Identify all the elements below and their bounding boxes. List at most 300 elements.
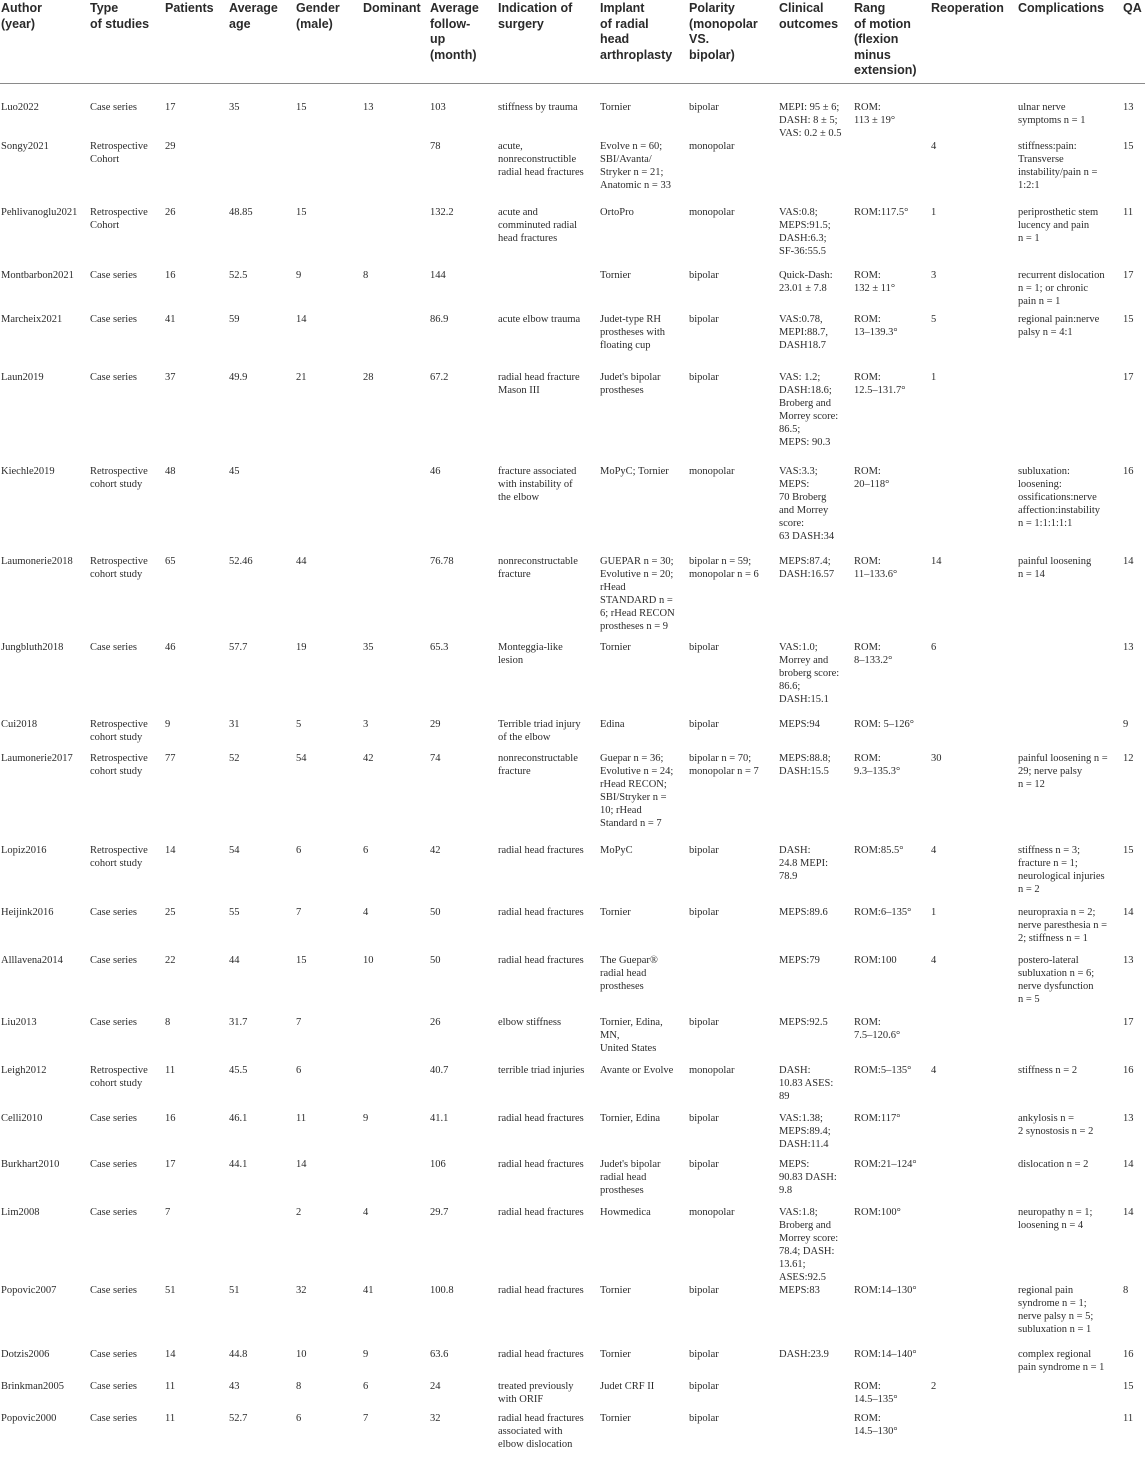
cell-polarity — [688, 1412, 778, 1460]
cell-text: 1 — [931, 372, 937, 383]
cell-text: 17 — [165, 1159, 176, 1170]
cell-text: Howmedica — [600, 1207, 651, 1218]
cell-complications — [1017, 84, 1122, 141]
cell-text: Judet's bipolar radial head prostheses — [600, 1159, 661, 1196]
cell-polarity — [688, 371, 778, 465]
cell-text: ROM:5–135° — [854, 1065, 912, 1076]
column-header-average-age: Average age — [228, 0, 295, 84]
cell-implant — [599, 465, 688, 555]
table-row — [0, 84, 1145, 141]
cell-qa — [1122, 1206, 1145, 1284]
cell-dominant — [362, 313, 429, 371]
cell-clinical-outcomes — [778, 1412, 853, 1460]
cell-text: 57.7 — [229, 642, 248, 653]
cell-text: MoPyC; Tornier — [600, 466, 669, 477]
cell-range-of-motion — [853, 1412, 930, 1460]
cell-text: 17 — [1123, 270, 1134, 281]
cell-clinical-outcomes — [778, 555, 853, 641]
cell-text: 10 — [363, 955, 374, 966]
cell-text: Quick-Dash: 23.01 ± 7.8 — [779, 270, 833, 294]
cell-dominant — [362, 465, 429, 555]
cell-text: VAS:0.78, MEPI:88.7, DASH18.7 — [779, 314, 829, 351]
cell-text: Retrospective cohort study — [90, 845, 148, 869]
cell-qa — [1122, 140, 1145, 206]
cell-text: complex regional pain syndrome n = 1 — [1018, 1349, 1105, 1373]
cell-text: 1 — [931, 907, 937, 918]
cell-text: DASH: 10.83 ASES: 89 — [779, 1065, 834, 1102]
cell-complications — [1017, 206, 1122, 269]
cell-indication-of-surgery — [497, 1380, 599, 1412]
cell-patients — [164, 465, 228, 555]
cell-dominant — [362, 954, 429, 1016]
cell-reoperation — [930, 84, 1017, 141]
cell-polarity — [688, 1348, 778, 1380]
column-header-type-of-studies: Type of studies — [89, 0, 164, 84]
cell-type-of-studies — [89, 555, 164, 641]
cell-average-age — [228, 718, 295, 752]
cell-type-of-studies — [89, 954, 164, 1016]
cell-text: 15 — [1123, 314, 1134, 325]
cell-text: 48 — [165, 466, 176, 477]
cell-dominant — [362, 1380, 429, 1412]
cell-gender-male — [295, 752, 362, 844]
cell-reoperation — [930, 1380, 1017, 1412]
cell-text: Monteggia-like lesion — [498, 642, 563, 666]
cell-average-follow-up — [429, 1206, 497, 1284]
cell-text: Retrospective Cohort — [90, 141, 148, 165]
cell-text: MEPS:87.4; DASH:16.57 — [779, 556, 835, 580]
cell-implant — [599, 269, 688, 313]
cell-text: bipolar — [689, 270, 719, 281]
cell-range-of-motion — [853, 906, 930, 954]
cell-text: 13 — [363, 102, 374, 113]
cell-text: Retrospective Cohort — [90, 207, 148, 231]
cell-text: bipolar — [689, 372, 719, 383]
cell-text: Tornier — [600, 907, 631, 918]
cell-range-of-motion — [853, 1064, 930, 1112]
table-row — [0, 1112, 1145, 1158]
cell-qa — [1122, 1016, 1145, 1064]
cell-clinical-outcomes — [778, 465, 853, 555]
cell-average-follow-up — [429, 1284, 497, 1348]
cell-average-age — [228, 844, 295, 906]
cell-text: radial head fractures — [498, 1159, 584, 1170]
cell-polarity — [688, 313, 778, 371]
cell-text: 41 — [363, 1285, 374, 1296]
cell-implant — [599, 1112, 688, 1158]
cell-text: 6 — [363, 1381, 369, 1392]
cell-text: monopolar — [689, 466, 735, 477]
cell-text: Evolve n = 60; SBI/Avanta/ Stryker n = 21; Anatomic n = 33 — [600, 141, 671, 191]
cell-text: 44.1 — [229, 1159, 248, 1170]
cell-text: 5 — [931, 314, 937, 325]
cell-text: Terrible triad injury of the elbow — [498, 719, 581, 743]
table-row — [0, 140, 1145, 206]
cell-implant — [599, 84, 688, 141]
cell-indication-of-surgery — [497, 206, 599, 269]
cell-text: 9 — [363, 1113, 369, 1124]
cell-text: Tornier — [600, 1413, 631, 1424]
cell-qa — [1122, 84, 1145, 141]
cell-text: Retrospective cohort study — [90, 719, 148, 743]
cell-dominant — [362, 1284, 429, 1348]
cell-patients — [164, 269, 228, 313]
cell-text: 6 — [296, 845, 302, 856]
cell-complications — [1017, 1206, 1122, 1284]
cell-dominant — [362, 371, 429, 465]
cell-type-of-studies — [89, 84, 164, 141]
cell-patients — [164, 1348, 228, 1380]
cell-dominant — [362, 1412, 429, 1460]
cell-reoperation — [930, 1348, 1017, 1380]
column-header-reoperation: Reoperation — [930, 0, 1017, 84]
cell-text: 144 — [430, 270, 446, 281]
cell-qa — [1122, 844, 1145, 906]
cell-average-age — [228, 1206, 295, 1284]
cell-text: bipolar — [689, 642, 719, 653]
cell-text: acute elbow trauma — [498, 314, 581, 325]
cell-average-follow-up — [429, 140, 497, 206]
cell-average-age — [228, 954, 295, 1016]
cell-text: 4 — [931, 1065, 937, 1076]
cell-text: radial head fractures — [498, 1349, 584, 1360]
cell-reoperation — [930, 954, 1017, 1016]
cell-text: Laumonerie2018 — [1, 556, 73, 567]
column-header-indication-of-surgery: Indication of surgery — [497, 0, 599, 84]
cell-polarity — [688, 269, 778, 313]
cell-text: bipolar — [689, 1017, 719, 1028]
cell-type-of-studies — [89, 906, 164, 954]
cell-text: Retrospective cohort study — [90, 466, 148, 490]
column-header-patients: Patients — [164, 0, 228, 84]
cell-text: Marcheix2021 — [1, 314, 63, 325]
cell-text: 31.7 — [229, 1017, 248, 1028]
cell-text: Case series — [90, 1381, 137, 1392]
cell-indication-of-surgery — [497, 641, 599, 718]
cell-text: 8 — [296, 1381, 302, 1392]
cell-patients — [164, 1016, 228, 1064]
cell-implant — [599, 1380, 688, 1412]
cell-text: 21 — [296, 372, 307, 383]
cell-text: Liu2013 — [1, 1017, 37, 1028]
column-header-qa: QA — [1122, 0, 1145, 84]
cell-gender-male — [295, 641, 362, 718]
cell-text: bipolar — [689, 907, 719, 918]
cell-gender-male — [295, 718, 362, 752]
cell-text: 11 — [165, 1413, 176, 1424]
cell-text: Kiechle2019 — [1, 466, 55, 477]
cell-reoperation — [930, 1112, 1017, 1158]
cell-indication-of-surgery — [497, 84, 599, 141]
cell-text: 29 — [165, 141, 176, 152]
cell-type-of-studies — [89, 1284, 164, 1348]
cell-text: bipolar — [689, 1285, 719, 1296]
cell-text: Pehlivanoglu2021 — [1, 207, 78, 218]
cell-text: Tornier — [600, 1349, 631, 1360]
cell-text: Edina — [600, 719, 625, 730]
cell-text: neuropraxia n = 2; nerve paresthesia n = 2; stiffness n = 1 — [1018, 907, 1108, 944]
cell-text: Montbarbon2021 — [1, 270, 74, 281]
cell-average-age — [228, 206, 295, 269]
cell-text: 16 — [1123, 466, 1134, 477]
cell-text: 7 — [363, 1413, 369, 1424]
cell-text: 43 — [229, 1381, 240, 1392]
cell-gender-male — [295, 206, 362, 269]
cell-text: 15 — [1123, 141, 1134, 152]
cell-text: bipolar — [689, 1113, 719, 1124]
cell-text: 4 — [931, 955, 937, 966]
cell-implant — [599, 1158, 688, 1206]
cell-reoperation — [930, 1158, 1017, 1206]
cell-text: 25 — [165, 907, 176, 918]
cell-implant — [599, 140, 688, 206]
cell-text: MoPyC — [600, 845, 633, 856]
cell-polarity — [688, 718, 778, 752]
table-row — [0, 206, 1145, 269]
cell-text: Retrospective cohort study — [90, 1065, 148, 1089]
table-row — [0, 269, 1145, 313]
cell-reoperation — [930, 465, 1017, 555]
cell-text: Judet CRF II — [600, 1381, 655, 1392]
cell-text: 1 — [931, 207, 937, 218]
cell-text: 14 — [1123, 556, 1134, 567]
cell-text: radial head fractures — [498, 1207, 584, 1218]
cell-text: stiffness n = 3; fracture n = 1; neurological injuries n = 2 — [1018, 845, 1105, 895]
cell-author-year — [0, 1064, 89, 1112]
cell-text: monopolar — [689, 141, 735, 152]
cell-average-age — [228, 1112, 295, 1158]
cell-gender-male — [295, 465, 362, 555]
cell-text: 26 — [165, 207, 176, 218]
cell-clinical-outcomes — [778, 84, 853, 141]
cell-text: ROM: 11–133.6° — [854, 556, 898, 580]
cell-average-follow-up — [429, 1380, 497, 1412]
cell-reoperation — [930, 371, 1017, 465]
cell-implant — [599, 906, 688, 954]
cell-text: ROM: 8–133.2° — [854, 642, 893, 666]
table-row — [0, 752, 1145, 844]
cell-reoperation — [930, 313, 1017, 371]
cell-range-of-motion — [853, 1380, 930, 1412]
cell-clinical-outcomes — [778, 1158, 853, 1206]
cell-indication-of-surgery — [497, 1158, 599, 1206]
cell-gender-male — [295, 1016, 362, 1064]
cell-gender-male — [295, 1064, 362, 1112]
cell-reoperation — [930, 641, 1017, 718]
cell-polarity — [688, 140, 778, 206]
cell-text: Luo2022 — [1, 102, 39, 113]
cell-text: 14 — [931, 556, 942, 567]
cell-text: Tornier — [600, 642, 631, 653]
table-row — [0, 718, 1145, 752]
cell-text: 16 — [1123, 1349, 1134, 1360]
cell-text: 65.3 — [430, 642, 449, 653]
cell-text: Case series — [90, 1413, 137, 1424]
cell-dominant — [362, 718, 429, 752]
cell-indication-of-surgery — [497, 954, 599, 1016]
cell-text: ROM:117.5° — [854, 207, 909, 218]
cell-author-year — [0, 1284, 89, 1348]
cell-reoperation — [930, 1206, 1017, 1284]
cell-author-year — [0, 269, 89, 313]
cell-complications — [1017, 1016, 1122, 1064]
cell-text: 3 — [363, 719, 369, 730]
cell-text: 32 — [430, 1413, 441, 1424]
cell-complications — [1017, 1158, 1122, 1206]
cell-text: DASH: 24.8 MEPI: 78.9 — [779, 845, 829, 882]
cell-text: painful loosening n = 14 — [1018, 556, 1092, 580]
cell-polarity — [688, 465, 778, 555]
cell-average-age — [228, 371, 295, 465]
cell-text: radial head fractures — [498, 845, 584, 856]
cell-text: 14 — [165, 1349, 176, 1360]
cell-text: stiffness n = 2 — [1018, 1065, 1078, 1076]
table-row — [0, 844, 1145, 906]
cell-author-year — [0, 313, 89, 371]
cell-author-year — [0, 1348, 89, 1380]
cell-implant — [599, 206, 688, 269]
cell-text: 45 — [229, 466, 240, 477]
cell-type-of-studies — [89, 1158, 164, 1206]
cell-text: 35 — [229, 102, 240, 113]
cell-text: Tornier, Edina, MN, United States — [600, 1017, 663, 1054]
cell-text: stiffness by trauma — [498, 102, 578, 113]
cell-text: 17 — [1123, 372, 1134, 383]
cell-text: ROM:85.5° — [854, 845, 904, 856]
cell-text: nonreconstructable fracture — [498, 753, 578, 777]
cell-gender-male — [295, 555, 362, 641]
cell-type-of-studies — [89, 844, 164, 906]
cell-range-of-motion — [853, 555, 930, 641]
cell-text: 51 — [165, 1285, 176, 1296]
cell-average-follow-up — [429, 313, 497, 371]
cell-text: 13 — [1123, 642, 1134, 653]
cell-complications — [1017, 1284, 1122, 1348]
cell-text: 74 — [430, 753, 441, 764]
cell-reoperation — [930, 555, 1017, 641]
cell-gender-male — [295, 1206, 362, 1284]
cell-author-year — [0, 718, 89, 752]
cell-reoperation — [930, 269, 1017, 313]
cell-qa — [1122, 1158, 1145, 1206]
cell-text: Case series — [90, 314, 137, 325]
cell-polarity — [688, 844, 778, 906]
cell-text: VAS: 1.2; DASH:18.6; Broberg and Morrey score: 86.5; MEPS: 90.3 — [779, 372, 839, 448]
cell-text: 59 — [229, 314, 240, 325]
cell-text: Tornier — [600, 270, 631, 281]
cell-author-year — [0, 844, 89, 906]
cell-average-follow-up — [429, 206, 497, 269]
cell-reoperation — [930, 1284, 1017, 1348]
cell-text: 3 — [931, 270, 937, 281]
cell-gender-male — [295, 1158, 362, 1206]
table-row — [0, 641, 1145, 718]
cell-text: ROM: 14.5–135° — [854, 1381, 898, 1405]
cell-text: VAS:3.3; MEPS: 70 Broberg and Morrey score: 63 DASH:34 — [779, 466, 835, 542]
cell-indication-of-surgery — [497, 313, 599, 371]
cell-average-age — [228, 1412, 295, 1460]
cell-text: subluxation: loosening: ossifications:nerve affection:instability n = 1:1:1:1:1 — [1018, 466, 1101, 529]
cell-text: ROM: 132 ± 11° — [854, 270, 896, 294]
cell-text: bipolar — [689, 845, 719, 856]
cell-text: 22 — [165, 955, 176, 966]
cell-average-age — [228, 1064, 295, 1112]
cell-text: ROM: 7.5–120.6° — [854, 1017, 901, 1041]
cell-text: VAS:1.0; Morrey and broberg score: 86.6; DASH:15.1 — [779, 642, 840, 705]
cell-text: 8 — [165, 1017, 171, 1028]
cell-implant — [599, 1206, 688, 1284]
column-header-gender-male: Gender (male) — [295, 0, 362, 84]
cell-range-of-motion — [853, 269, 930, 313]
cell-polarity — [688, 555, 778, 641]
cell-implant — [599, 1064, 688, 1112]
cell-text: Leigh2012 — [1, 1065, 47, 1076]
cell-text: 54 — [229, 845, 240, 856]
cell-range-of-motion — [853, 84, 930, 141]
cell-text: 49.9 — [229, 372, 248, 383]
table-row — [0, 465, 1145, 555]
cell-clinical-outcomes — [778, 1112, 853, 1158]
cell-qa — [1122, 906, 1145, 954]
cell-type-of-studies — [89, 1064, 164, 1112]
cell-average-follow-up — [429, 465, 497, 555]
cell-clinical-outcomes — [778, 1206, 853, 1284]
cell-author-year — [0, 140, 89, 206]
cell-text: 65 — [165, 556, 176, 567]
cell-author-year — [0, 1380, 89, 1412]
table-row — [0, 1284, 1145, 1348]
cell-text: elbow stiffness — [498, 1017, 562, 1028]
cell-gender-male — [295, 844, 362, 906]
column-header-author-year: Author (year) — [0, 0, 89, 84]
cell-text: 76.78 — [430, 556, 454, 567]
cell-author-year — [0, 1158, 89, 1206]
cell-range-of-motion — [853, 1158, 930, 1206]
cell-text: 31 — [229, 719, 240, 730]
cell-text: nonreconstructable fracture — [498, 556, 578, 580]
cell-text: bipolar — [689, 719, 719, 730]
cell-text: Songy2021 — [1, 141, 49, 152]
cell-text: ROM: 113 ± 19° — [854, 102, 896, 126]
cell-text: Case series — [90, 270, 137, 281]
cell-reoperation — [930, 140, 1017, 206]
cell-text: Cui2018 — [1, 719, 38, 730]
cell-text: dislocation n = 2 — [1018, 1159, 1089, 1170]
cell-text: 28 — [363, 372, 374, 383]
cell-text: bipolar n = 59; monopolar n = 6 — [689, 556, 759, 580]
cell-text: bipolar — [689, 102, 719, 113]
cell-qa — [1122, 641, 1145, 718]
cell-range-of-motion — [853, 752, 930, 844]
cell-dominant — [362, 206, 429, 269]
cell-average-age — [228, 313, 295, 371]
cell-text: 9 — [296, 270, 302, 281]
cell-dominant — [362, 1112, 429, 1158]
cell-average-age — [228, 1158, 295, 1206]
cell-dominant — [362, 269, 429, 313]
cell-text: 51 — [229, 1285, 240, 1296]
cell-average-follow-up — [429, 84, 497, 141]
cell-text: ankylosis n = 2 synostosis n = 2 — [1018, 1113, 1094, 1137]
cell-patients — [164, 555, 228, 641]
cell-text: 50 — [430, 955, 441, 966]
cell-text: bipolar n = 70; monopolar n = 7 — [689, 753, 759, 777]
cell-polarity — [688, 954, 778, 1016]
cell-qa — [1122, 313, 1145, 371]
cell-text: MEPS:89.6 — [779, 907, 828, 918]
cell-author-year — [0, 954, 89, 1016]
cell-text: acute and comminuted radial head fractures — [498, 207, 578, 244]
